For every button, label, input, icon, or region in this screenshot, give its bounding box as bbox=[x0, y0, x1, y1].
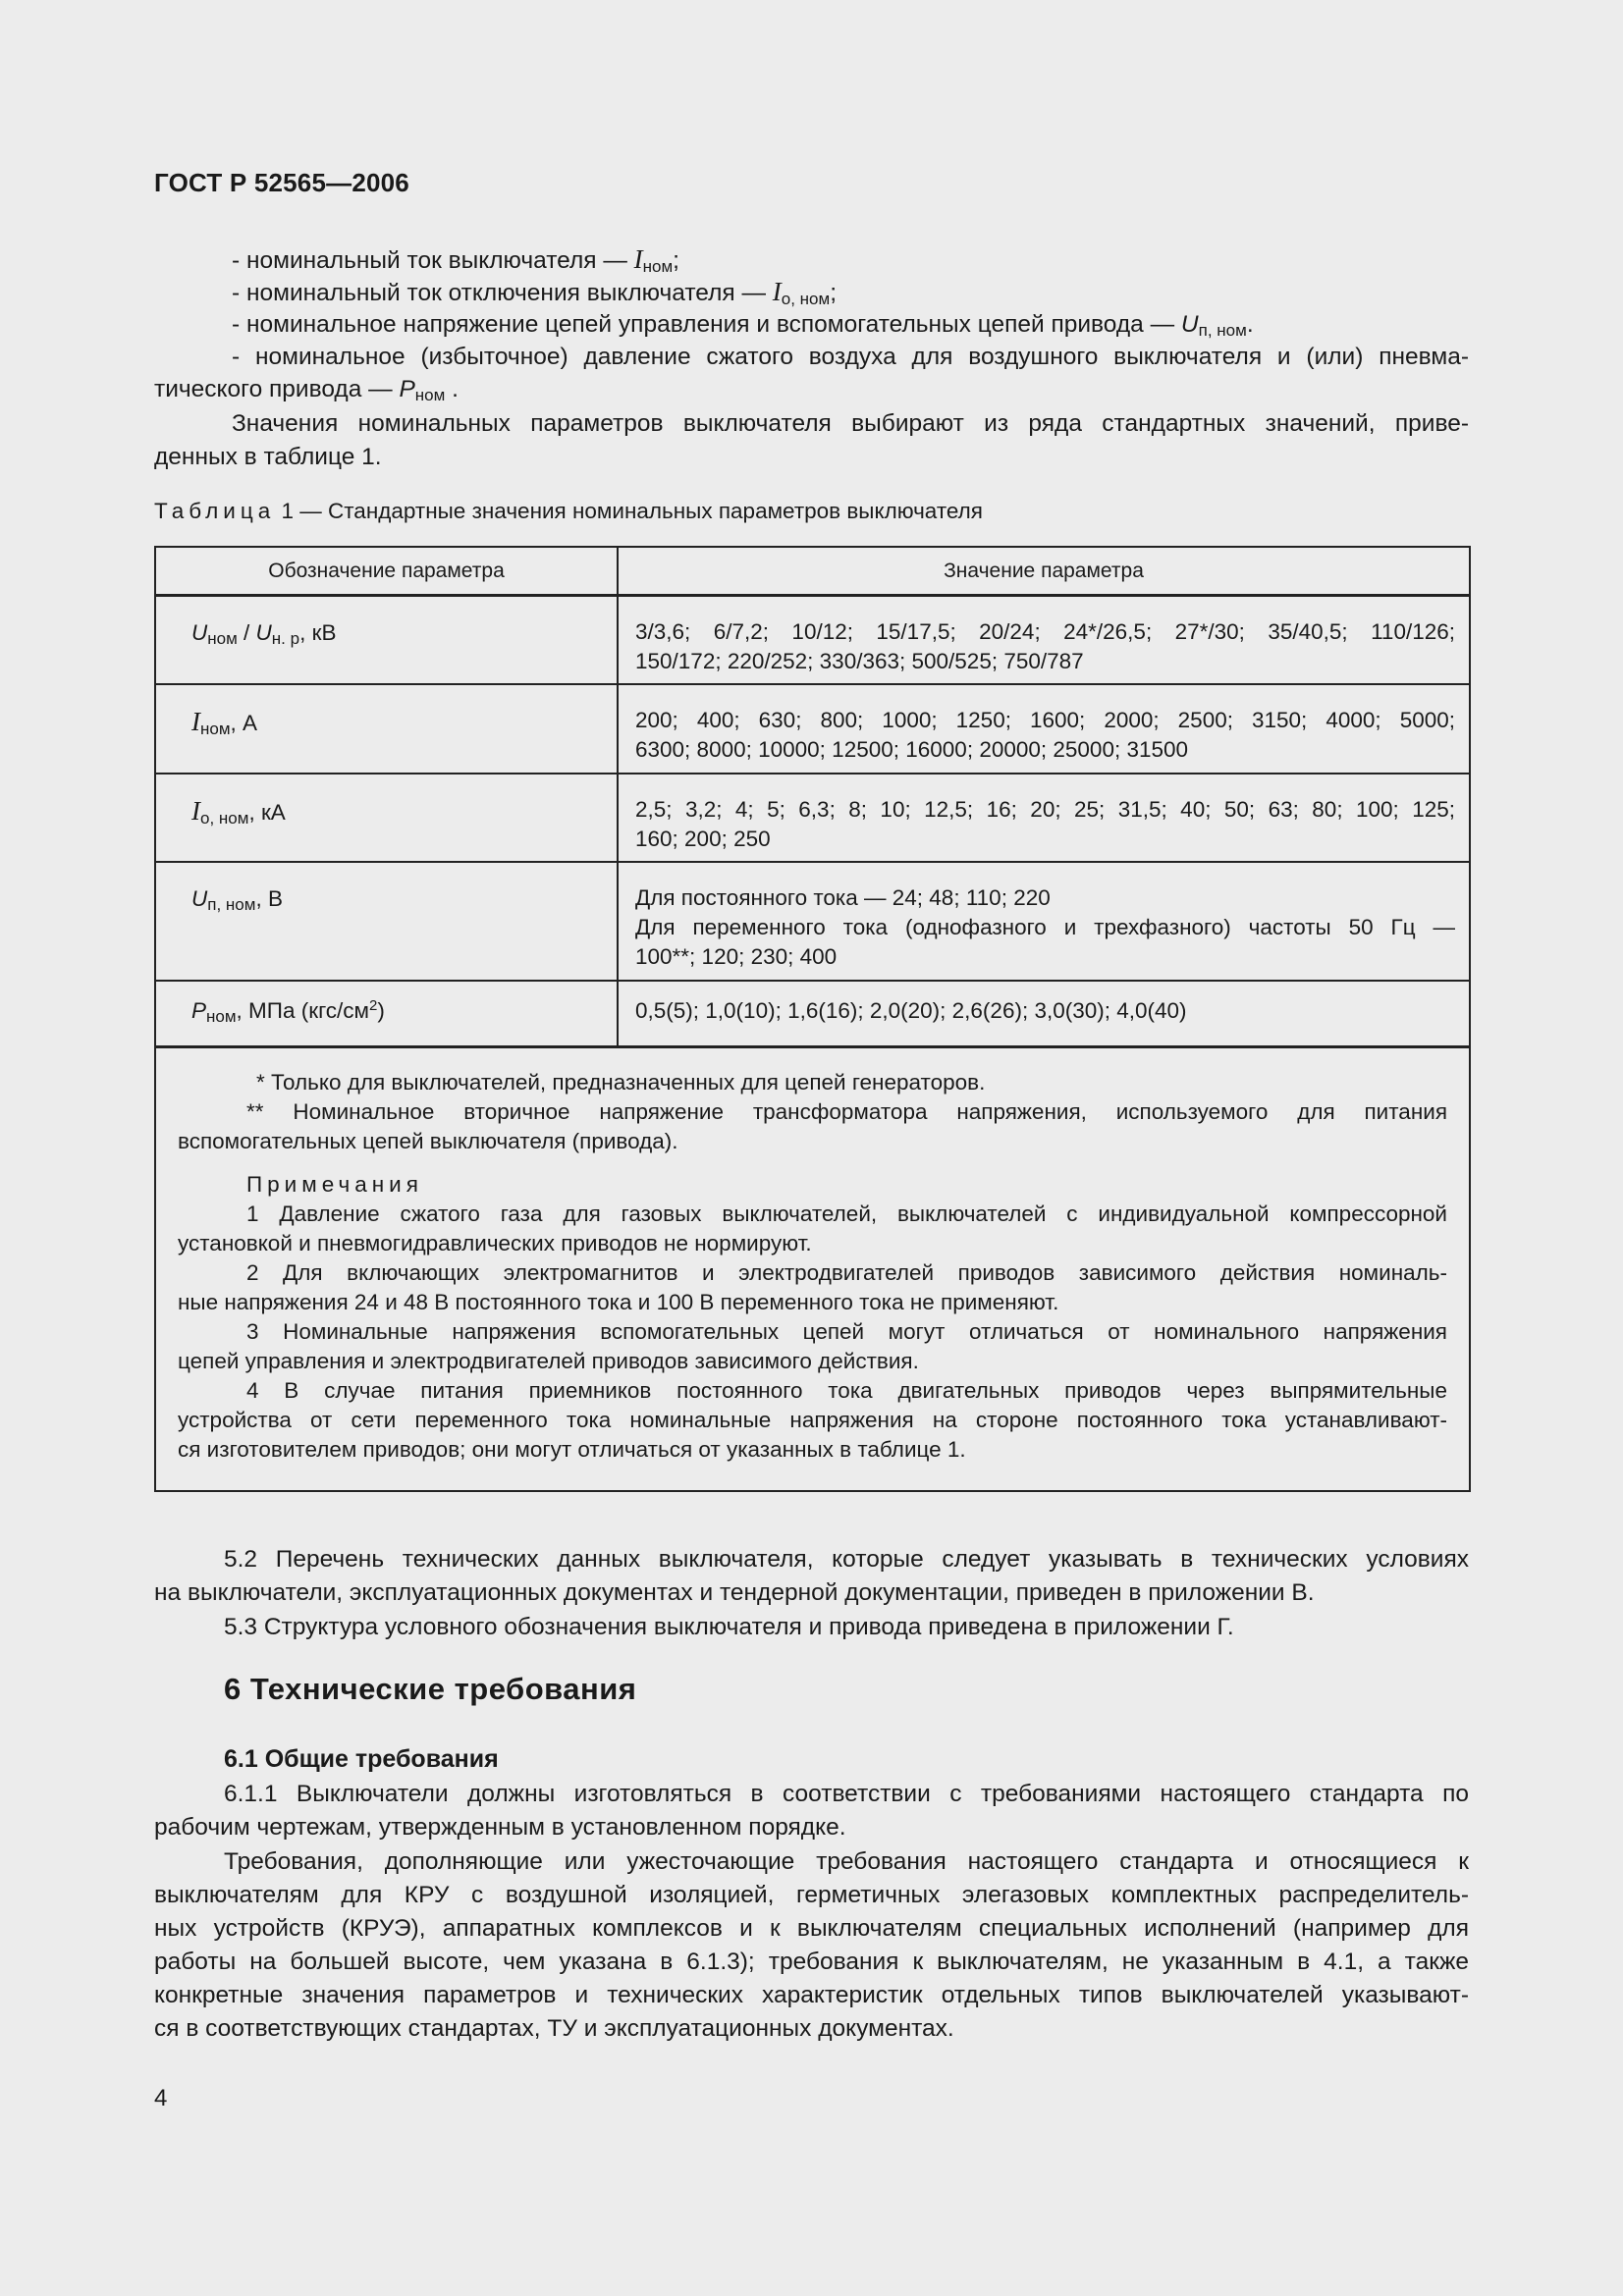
table-header-row bbox=[155, 547, 1470, 596]
note-3: 3 Номинальные напряжения вспомогательных цепей могут отличаться от номинального напряжения bbox=[246, 1319, 1447, 1344]
requirements-line: выключателям для КРУ с воздушной изоляцией, герметичных элегазовых комплектных распределитель- bbox=[154, 1882, 1469, 1908]
table-footnotes: * Только для выключателей, предназначенных для цепей генераторов. ** Номинальное вторичное напряжение трансформатора напряжения, используемого для питания вспомогательных цепей выключателя (привода). Примечания 1 Давление сжатого газа для газовых выключателей, выключателей с индивидуальной компрессорной установкой и пневмогидравлических приводов не нормируют. 2 Для включающих электромагнитов и электродвигателей приводов зависимого действия номиналь- ные напряжения 24 и 48 В постоянного тока и 100 В переменного тока не применяют. 3 Номинальные напряжения вспомогательных цепей могут отличаться от номинального напряжения цепей управления и электродвигателей приводов зависимого действия. 4 В случае питания приемников постоянного тока двигательных приводов через выпрямительные устройства от сети переменного тока номинальные напряжения на стороне постоянного тока устанавливают- ся изготовителем приводов; они могут отличаться от указанных в таблице 1. bbox=[155, 1047, 1470, 1492]
footnote-double-asterisk: ** Номинальное вторичное напряжение трансформатора напряжения, используемого для питания bbox=[246, 1099, 1447, 1124]
parameter-cell: $I_{ном}$, А bbox=[155, 684, 618, 774]
value-cell: 3/3,6; 6/7,2; 10/12; 15/17,5; 20/24; 24*/26,5; 27*/30; 35/40,5; 110/126; 150/172; 220/252; 330/363; 500/525; 750/787 bbox=[618, 596, 1470, 684]
subsection-6-1-title: 6.1 Общие требования bbox=[224, 1745, 499, 1773]
parameters-table bbox=[154, 546, 1471, 1492]
table-row bbox=[155, 684, 1470, 774]
parameter-cell: $I_{о, ном}$, кА bbox=[155, 774, 618, 862]
requirements-line: ных устройств (КРУЭ), аппаратных комплексов и к выключателям специальных исполнений (например для bbox=[154, 1915, 1469, 1942]
parameter-cell: $U_{п, ном}$, В bbox=[155, 862, 618, 981]
paragraph-5-2-line1: 5.2 Перечень технических данных выключателя, которые следует указывать в технических условиях bbox=[224, 1546, 1469, 1573]
value-cell: 0,5(5); 1,0(10); 1,6(16); 2,0(20); 2,6(26); 3,0(30); 4,0(40) bbox=[618, 981, 1470, 1047]
table-footnotes-row bbox=[155, 1047, 1470, 1492]
page-number: 4 bbox=[154, 2085, 168, 2111]
list-item-breaking-current: - номинальный ток отключения выключателя — $I_{о, ном}$; bbox=[232, 277, 837, 308]
table-row bbox=[155, 862, 1470, 981]
table-row bbox=[155, 774, 1470, 862]
requirements-line: Требования, дополняющие или ужесточающие требования настоящего стандарта и относящиеся к bbox=[224, 1848, 1469, 1875]
intro-paragraph-line1: Значения номинальных параметров выключателя выбирают из ряда стандартных значений, приве- bbox=[232, 410, 1469, 437]
note-2: 2 Для включающих электромагнитов и электродвигателей приводов зависимого действия номиналь- bbox=[246, 1260, 1447, 1285]
value-cell: 200; 400; 630; 800; 1000; 1250; 1600; 2000; 2500; 3150; 4000; 5000; 6300; 8000; 10000; 12500; 16000; 20000; 25000; 31500 bbox=[618, 684, 1470, 774]
paragraph-5-2-line2: на выключатели, эксплуатационных документах и тендерной документации, приведен в приложении В. bbox=[154, 1579, 1315, 1606]
paragraph-5-3: 5.3 Структура условного обозначения выключателя и привода приведена в приложении Г. bbox=[224, 1614, 1234, 1640]
requirements-line: работы на большей высоте, чем указана в 6.1.3); требования к выключателям, не указанным в 4.1, а также bbox=[154, 1949, 1469, 1975]
requirements-line: ся в соответствующих стандартах, ТУ и эксплуатационных документах. bbox=[154, 2015, 954, 2042]
list-item-air-pressure-line2: тического привода — $P_{ном}$ . bbox=[154, 376, 459, 404]
parameter-cell: $P_{ном}$, МПа $(кгс/см^2)$ bbox=[155, 981, 618, 1047]
note-4: 4 В случае питания приемников постоянного тока двигательных приводов через выпрямительные bbox=[246, 1378, 1447, 1403]
notes-title: Примечания bbox=[246, 1172, 423, 1197]
column-header-value: Значение параметра bbox=[618, 547, 1470, 596]
value-cell: 2,5; 3,2; 4; 5; 6,3; 8; 10; 12,5; 16; 20; 25; 31,5; 40; 50; 63; 80; 100; 125; 160; 200; 250 bbox=[618, 774, 1470, 862]
list-item-nominal-current: - номинальный ток выключателя — $I_{ном}$; bbox=[232, 244, 679, 276]
section-6-title: 6 Технические требования bbox=[224, 1672, 637, 1706]
requirements-line: конкретные значения параметров и технических характеристик отдельных типов выключателей указывают- bbox=[154, 1982, 1469, 2008]
parameter-cell: $U_{ном} / U_{н. р}$, кВ bbox=[155, 596, 618, 684]
value-cell: Для постоянного тока — 24; 48; 110; 220 Для переменного тока (однофазного и трехфазного) частоты 50 Гц — 100**; 120; 230; 400 bbox=[618, 862, 1470, 981]
table-row bbox=[155, 596, 1470, 684]
footnote-asterisk: * Только для выключателей, предназначенных для цепей генераторов. bbox=[256, 1070, 986, 1095]
paragraph-6-1-1-line2: рабочим чертежам, утвержденным в установленном порядке. bbox=[154, 1814, 846, 1841]
intro-paragraph-line2: денных в таблице 1. bbox=[154, 444, 382, 470]
list-item-control-voltage: - номинальное напряжение цепей управления и вспомогательных цепей привода — $U_{п, ном}$. bbox=[232, 311, 1254, 340]
list-item-air-pressure-line1: - номинальное (избыточное) давление сжатого воздуха для воздушного выключателя и (или) пневма- bbox=[232, 344, 1469, 370]
table-caption: Таблица 1 — Стандартные значения номинальных параметров выключателя bbox=[154, 499, 983, 523]
column-header-parameter: Обозначение параметра bbox=[155, 547, 618, 596]
paragraph-6-1-1-line1: 6.1.1 Выключатели должны изготовляться в соответствии с требованиями настоящего стандарта по bbox=[224, 1781, 1469, 1807]
note-1: 1 Давление сжатого газа для газовых выключателей, выключателей с индивидуальной компрессорной bbox=[246, 1201, 1447, 1226]
table-row bbox=[155, 981, 1470, 1047]
document-header: ГОСТ Р 52565—2006 bbox=[154, 168, 409, 197]
